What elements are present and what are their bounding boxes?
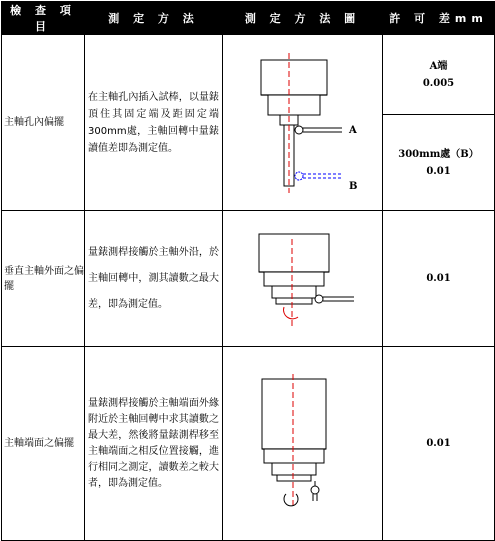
row3-tolerance: 0.01	[383, 347, 495, 541]
row1-item: 主軸孔內偏擺	[2, 35, 85, 211]
row2-diagram	[223, 211, 383, 347]
row1-method: 在主軸孔內插入試棒，以量錶頂住其固定端及距固定端300mm處，主軸回轉中量錶讀值差即為測定值。	[85, 35, 223, 211]
tolerance-b-value: 0.01	[426, 165, 451, 177]
header-tolerance: 許 可 差mm	[383, 2, 495, 35]
header-measurement-method: 測 定 方 法	[85, 2, 223, 35]
table-row	[2, 211, 495, 347]
row1-diagram	[223, 35, 383, 211]
row2-method: 量錶測桿接觸於主軸外沿，於主軸回轉中，測其讀數之最大差，即為測定值。	[85, 211, 223, 347]
tolerance-b-label: 300mm處（B）	[398, 148, 479, 160]
table-row	[2, 35, 495, 115]
spindle-bore-runout-diagram	[224, 35, 382, 210]
point-b-label: B	[348, 181, 357, 192]
row3-item: 主軸端面之偏擺	[2, 347, 85, 541]
point-a-label: A	[348, 125, 357, 136]
inspection-table	[1, 1, 495, 541]
row2-tolerance: 0.01	[383, 211, 495, 347]
row3-method: 量錶測桿接觸於主軸端面外緣 附近於主軸回轉中求其讀數之最大差，然後將量錶測桿移至主軸端面之相反位置接觸，進行相同之測定，讀數差之較大者，即為測定值。	[85, 347, 223, 541]
table-row	[2, 347, 495, 541]
header-inspection-item: 檢 查 項 目	[2, 2, 85, 35]
row1-tolerance-b	[383, 115, 495, 211]
spindle-outer-runout-diagram	[224, 219, 382, 339]
row2-item: 垂直主軸外面之偏擺	[2, 211, 85, 347]
header-measurement-diagram: 測 定 方 法 圖	[223, 2, 383, 35]
header-row	[2, 2, 495, 35]
row3-diagram	[223, 347, 383, 541]
row1-tolerance-a	[383, 35, 495, 115]
tolerance-a-label: A端	[429, 60, 448, 72]
tolerance-a-value: 0.005	[422, 77, 455, 89]
spindle-face-runout-diagram	[224, 369, 382, 519]
